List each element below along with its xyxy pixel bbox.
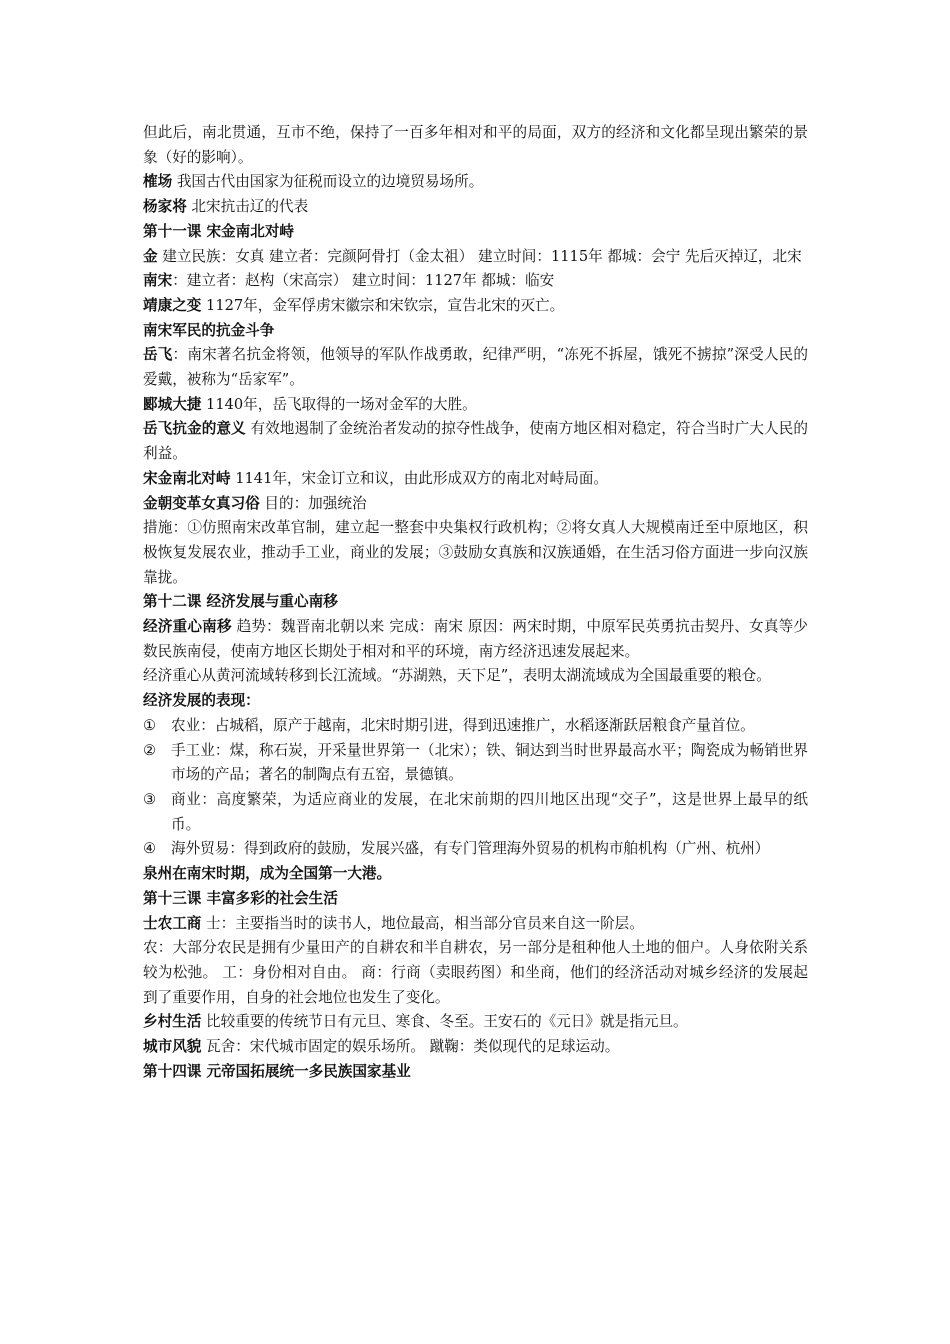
term-jingkang: 靖康之变 xyxy=(143,296,202,314)
subheading-biaoxian: 经济发展的表现： xyxy=(143,692,260,710)
paragraph-peace-effect: 但此后，南北贯通，互市不绝，保持了一百多年相对和平的局面，双方的经济和文化都呈现出繁荣的景象（好的影响）。 xyxy=(143,124,808,166)
lesson-11-heading: 第十一课 宋金南北对峙 xyxy=(143,222,295,240)
term-yuefei-significance: 岳飞抗金的意义 xyxy=(143,420,246,438)
paragraph-city: 城市风貌 瓦舍：宋代城市固定的娱乐场所。 蹴鞠：类似现代的足球运动。 xyxy=(143,1038,620,1056)
subheading-kangjin: 南宋军民的抗金斗争 xyxy=(143,321,275,339)
paragraph-yancheng: 郾城大捷 1140年，岳飞取得的一场对金军的大胜。 xyxy=(143,395,477,413)
paragraph-nong-gong-shang: 农：大部分农民是拥有少量田产的自耕农和半自耕农，另一部分是租种他人土地的佃户。人身依附关系较为松弛。 工：身份相对自由。 商：行商（卖眼药图）和坐商，他们的经济活动对城乡经济的发展起到了重要作用，自身的社会地位也发生了变化。 xyxy=(143,939,808,1006)
lesson-13-heading: 第十三课 丰富多彩的社会生活 xyxy=(143,889,338,907)
paragraph-jingkang: 靖康之变 1127年，金军俘虏宋徽宗和宋钦宗，宣告北宋的灭亡。 xyxy=(143,296,565,314)
term-jin-reform: 金朝变革女真习俗 xyxy=(143,494,260,512)
term-rural-life: 乡村生活 xyxy=(143,1013,202,1031)
paragraph-suhu: 经济重心从黄河流域转移到长江流域。“苏湖熟，天下足”，表明太湖流域成为全国最重要的粮仓。 xyxy=(143,667,771,685)
term-duizhi: 宋金南北对峙 xyxy=(143,469,231,487)
term-yancheng: 郾城大捷 xyxy=(143,395,202,413)
term-shinonggongshang: 士农工商 xyxy=(143,914,202,932)
paragraph-yangjiajiang: 杨家将 北宋抗击辽的代表 xyxy=(143,198,309,216)
term-city: 城市风貌 xyxy=(143,1038,202,1056)
list-item: ① 农业：占城稻，原产于越南，北宋时期引进，得到迅速推广，水稻逐渐跃居粮食产量首位。 xyxy=(143,716,755,734)
paragraph-yuefei-significance: 岳飞抗金的意义 有效地遏制了金统治者发动的掠夺性战争，使南方地区相对稳定，符合当时广大人民的利益。 xyxy=(143,420,808,463)
list-item: ② 手工业：煤，称石炭，开采量世界第一（北宋）；铁、铜达到当时世界最高水平；陶瓷成为畅销世界市场的产品；著名的制陶点有五窑，景德镇。 xyxy=(143,741,808,784)
paragraph-duizhi: 宋金南北对峙 1141年，宋金订立和议，由此形成双方的南北对峙局面。 xyxy=(143,469,609,487)
list-item: ④ 海外贸易：得到政府的鼓励，发展兴盛，有专门管理海外贸易的机构市舶机构（广州、杭州） xyxy=(143,840,770,858)
paragraph-rural-life: 乡村生活 比较重要的传统节日有元旦、寒食、冬至。王安石的《元日》就是指元旦。 xyxy=(143,1013,688,1031)
term-yuefei: 岳飞 xyxy=(143,346,173,364)
paragraph-measures: 措施：①仿照南宋改革官制，建立起一整套中央集权行政机构；②将女真人大规模南迁至中原地区，积极恢复发展农业，推动手工业，商业的发展；③鼓励女真族和汉族通婚，在生活习俗方面进一步向汉族靠拢。 xyxy=(143,519,808,586)
paragraph-jin-reform: 金朝变革女真习俗 目的：加强统治 xyxy=(143,494,367,512)
term-yangjiajiang: 杨家将 xyxy=(143,198,187,216)
paragraph-yuefei: 岳飞：南宋著名抗金将领，他领导的军队作战勇敢，纪律严明，“冻死不拆屋，饿死不掳掠”深受人民的爱戴，被称为“岳家军”。 xyxy=(143,346,808,389)
term-nansong: 南宋 xyxy=(143,272,173,290)
document-body xyxy=(143,121,808,1084)
paragraph-economic-shift: 经济重心南移 趋势：魏晋南北朝以来 完成：南宋 原因：两宋时期，中原军民英勇抗击契丹、女真等少数民族南侵，使南方地区长期处于相对和平的环境，南方经济迅速发展起来。 xyxy=(143,618,808,660)
paragraph-nansong: 南宋：建立者：赵构（宋高宗） 建立时间：1127年 都城：临安 xyxy=(143,272,555,290)
lesson-14-heading: 第十四课 元帝国拓展统一多民族国家基业 xyxy=(143,1062,411,1080)
paragraph-quechang: 榷场 我国古代由国家为征税而设立的边境贸易场所。 xyxy=(143,173,484,191)
lesson-12-heading: 第十二课 经济发展与重心南移 xyxy=(143,593,338,611)
term-quechang: 榷场 xyxy=(143,173,173,191)
term-economic-shift: 经济重心南移 xyxy=(143,618,232,636)
list-item: ③ 商业：高度繁荣，为适应商业的发展，在北宋前期的四川地区出现“交子”，这是世界上最早的纸币。 xyxy=(143,790,808,833)
paragraph-shinonggongshang: 士农工商 士：主要指当时的读书人，地位最高，相当部分官员来自这一阶层。 xyxy=(143,914,644,932)
term-jin: 金 xyxy=(143,247,158,265)
paragraph-quanzhou: 泉州在南宋时期，成为全国第一大港。 xyxy=(143,865,392,883)
paragraph-jin: 金 建立民族：女真 建立者：完颜阿骨打（金太祖） 建立时间：1115年 都城：会宁 先后灭掉辽，北宋 xyxy=(143,247,802,265)
